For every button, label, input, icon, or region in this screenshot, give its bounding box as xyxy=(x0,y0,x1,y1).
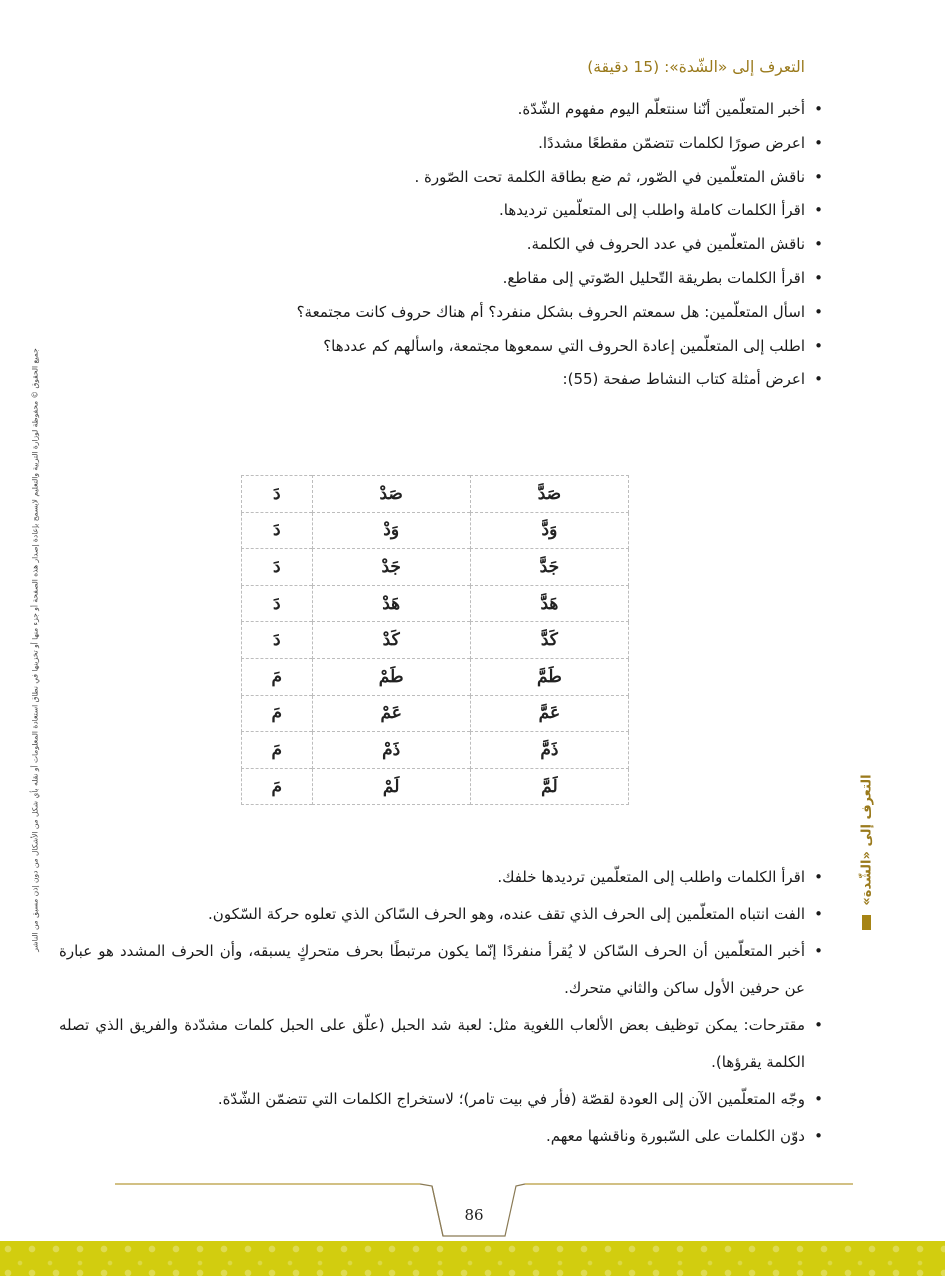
table-cell-letter: دَ xyxy=(242,512,313,549)
table-cell-syllable: عَمْ xyxy=(312,695,470,732)
list-item: • اقرأ الكلمات كاملة واطلب إلى المتعلّمين ترديدها. xyxy=(123,199,823,221)
list-item: • اعرض صورًا لكلمات تتضمّن مقطعًا مشددًا. xyxy=(123,132,823,154)
table-cell-syllable: طَمْ xyxy=(312,658,470,695)
table-cell-letter: دَ xyxy=(242,622,313,659)
table-cell-word: وَدَّ xyxy=(470,512,628,549)
syllable-table xyxy=(241,475,629,805)
table-row xyxy=(242,476,629,513)
table-cell-letter: مَ xyxy=(242,658,313,695)
followup-steps-list xyxy=(59,859,823,1155)
list-item: • اطلب إلى المتعلّمين إعادة الحروف التي سمعوها مجتمعة، واسألهم كم عددها؟ xyxy=(123,335,823,357)
side-section-label xyxy=(850,774,880,930)
list-item: • مقترحات: يمكن توظيف بعض الألعاب اللغوية مثل: لعبة شد الحبل (علّق على الحبل كلمات مشدّدة والفريق الذي تصله الكلمة يقرؤها). xyxy=(59,1007,823,1081)
table-cell-syllable: جَدْ xyxy=(312,549,470,586)
table-cell-word: كَدَّ xyxy=(470,622,628,659)
table-row xyxy=(242,549,629,586)
table-row xyxy=(242,658,629,695)
table-cell-word: طَمَّ xyxy=(470,658,628,695)
table-cell-syllable: وَدْ xyxy=(312,512,470,549)
table-row xyxy=(242,768,629,805)
table-cell-syllable: ذَمْ xyxy=(312,732,470,769)
table-cell-letter: دَ xyxy=(242,585,313,622)
table-cell-letter: دَ xyxy=(242,476,313,513)
table-cell-word: جَدَّ xyxy=(470,549,628,586)
table-cell-word: هَدَّ xyxy=(470,585,628,622)
table-row xyxy=(242,622,629,659)
table-cell-syllable: لَمْ xyxy=(312,768,470,805)
table-row xyxy=(242,732,629,769)
side-label-bar xyxy=(862,915,871,930)
table-row xyxy=(242,585,629,622)
intro-steps-list xyxy=(123,98,823,402)
list-item: • ناقش المتعلّمين في الصّور، ثم ضع بطاقة الكلمة تحت الصّورة . xyxy=(123,166,823,188)
list-item: • اسأل المتعلّمين: هل سمعتم الحروف بشكل منفرد؟ أم هناك حروف كانت مجتمعة؟ xyxy=(123,301,823,323)
table-cell-letter: مَ xyxy=(242,732,313,769)
table-cell-letter: دَ xyxy=(242,549,313,586)
table-cell-letter: مَ xyxy=(242,768,313,805)
table-cell-word: لَمَّ xyxy=(470,768,628,805)
list-item: • الفت انتباه المتعلّمين إلى الحرف الذي تقف عنده، وهو الحرف السّاكن الذي تعلوه حركة السّكون. xyxy=(59,896,823,933)
list-item: • دوّن الكلمات على السّبورة وناقشها معهم. xyxy=(59,1118,823,1155)
section-title: التعرف إلى «الشّدة»: (15 دقيقة) xyxy=(587,58,805,76)
page-number: 86 xyxy=(464,1206,484,1224)
table-cell-syllable: صَدْ xyxy=(312,476,470,513)
table-cell-letter: مَ xyxy=(242,695,313,732)
table-cell-word: صَدَّ xyxy=(470,476,628,513)
table-row xyxy=(242,512,629,549)
list-item: • ناقش المتعلّمين في عدد الحروف في الكلمة. xyxy=(123,233,823,255)
list-item: • اعرض أمثلة كتاب النشاط صفحة (55): xyxy=(123,368,823,390)
list-item: • أخبر المتعلّمين أنّنا سنتعلّم اليوم مفهوم الشّدّة. xyxy=(123,98,823,120)
list-item: • وجّه المتعلّمين الآن إلى العودة لقصّة (فأر في بيت تامر)؛ لاستخراج الكلمات التي تتضمّن الشّدّة. xyxy=(59,1081,823,1118)
side-label-text: التعرف إلى «الشّدة» xyxy=(859,774,875,906)
copyright-notice: جميع الحقوق © محفوظة لوزارة التربية والتعليم لايسمح بإعادة إصدار هذه الصفحة أو جزء منها أو تخزينها في نطاق استعادة المعلومات أو نقله بأي شكل من الأشكال من دون إذن مسبق من الناشر xyxy=(30,348,40,952)
table-row xyxy=(242,695,629,732)
table-cell-syllable: كَدْ xyxy=(312,622,470,659)
table-cell-word: عَمَّ xyxy=(470,695,628,732)
list-item: • اقرأ الكلمات واطلب إلى المتعلّمين ترديدها خلفك. xyxy=(59,859,823,896)
table-cell-syllable: هَدْ xyxy=(312,585,470,622)
bottom-decorative-band xyxy=(0,1241,945,1276)
list-item: • أخبر المتعلّمين أن الحرف السّاكن لا يُقرأ منفردًا إنّما يكون مرتبطًا بحرف متحركٍ يسبقه، وأن الحرف المشدد هو عبارة عن حرفين الأول ساكن والثاني متحرك. xyxy=(59,933,823,1007)
list-item: • اقرأ الكلمات بطريقة التّحليل الصّوتي إلى مقاطع. xyxy=(123,267,823,289)
table-cell-word: ذَمَّ xyxy=(470,732,628,769)
